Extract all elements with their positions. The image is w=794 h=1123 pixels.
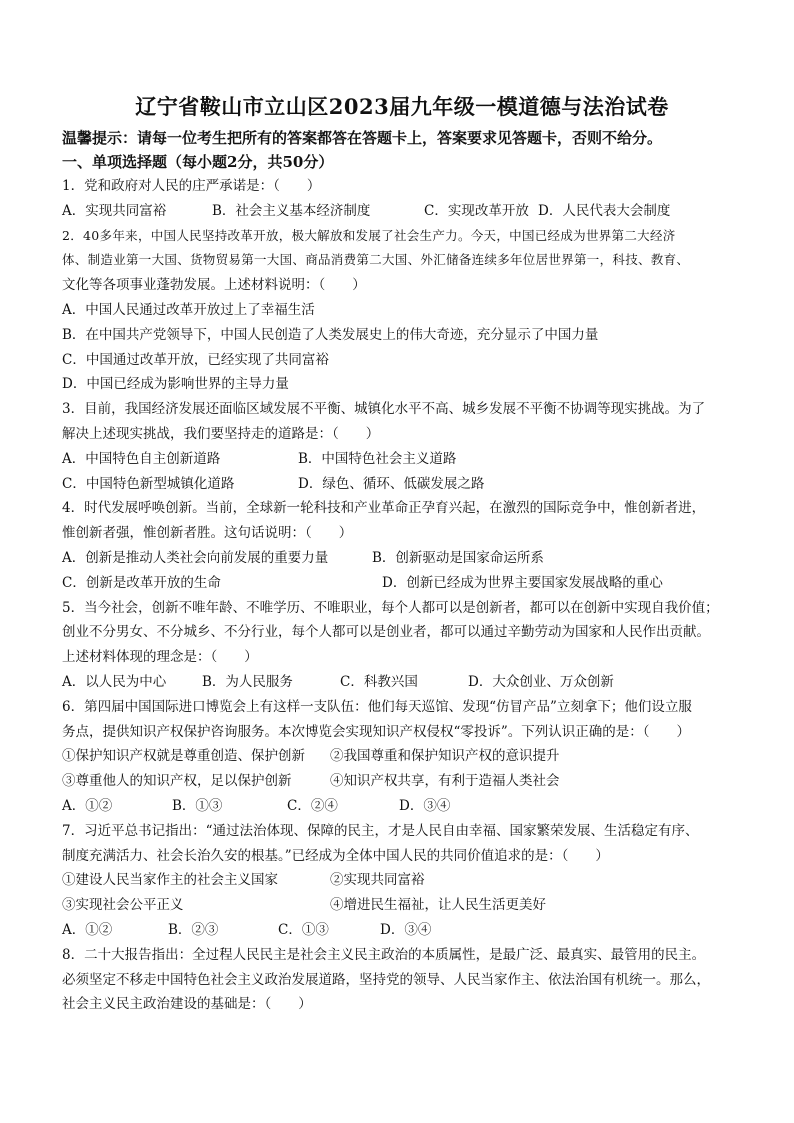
q6-option-a: A．①②	[62, 797, 113, 814]
q5-option-a: A．以人民为中心	[62, 673, 167, 690]
q3-option-b: B．中国特色社会主义道路	[298, 450, 457, 467]
question-3-options-row2	[62, 472, 742, 497]
question-7-stem-line2: 制度充满活力、社会长治久安的根基。”已经成为全体中国人民的共同价值追求的是：（ ）	[62, 847, 609, 864]
q4-option-a: A．创新是推动人类社会向前发展的重要力量	[62, 549, 329, 566]
question-7-statements-row1	[62, 868, 742, 893]
q6-option-b: B．①③	[172, 797, 223, 814]
q2-option-c: C．中国通过改革开放，已经实现了共同富裕	[62, 351, 329, 368]
question-8-stem-line1: 8．二十大报告指出：全过程人民民主是社会主义民主政治的本质属性，是最广泛、最真实、最管用的民主。	[62, 946, 706, 963]
question-4-options-row2	[62, 571, 742, 596]
q6-statement-3: ③尊重他人的知识产权，足以保护创新	[62, 773, 292, 790]
question-3-options-row1	[62, 447, 742, 472]
q7-option-b: B．②③	[168, 921, 219, 938]
question-5-options	[62, 670, 742, 695]
q6-statement-2: ②我国尊重和保护知识产权的意识提升	[330, 748, 560, 765]
q6-statement-4: ④知识产权共享，有利于造福人类社会	[330, 773, 560, 790]
q7-statement-3: ③实现社会公平正义	[62, 897, 184, 914]
q1-option-a: A．实现共同富裕	[62, 202, 167, 219]
question-8-stem-line3: 社会主义民主政治建设的基础是：（ ）	[62, 996, 312, 1013]
q2-option-b: B．在中国共产党领导下，中国人民创造了人类发展史上的伟大奇迹，充分显示了中国力量	[62, 326, 599, 343]
q5-option-b: B．为人民服务	[202, 673, 293, 690]
q1-option-d: D．人民代表大会制度	[538, 202, 671, 219]
question-2-stem-line2: 体、制造业第一大国、货物贸易第一大国、商品消费第二大国、外汇储备连续多年位居世界第一，科技、教育、	[62, 252, 690, 268]
q7-option-c: C．①③	[278, 921, 329, 938]
question-6-stem-line2: 务点，提供知识产权保护咨询服务。本次博览会实现知识产权侵权“零投诉”。下列认识正确的是：（ ）	[62, 723, 691, 740]
question-1-stem: 1．党和政府对人民的庄严承诺是：（ ）	[62, 178, 321, 194]
q7-option-a: A．①②	[62, 921, 113, 938]
question-8-stem-line2: 必须坚定不移走中国特色社会主义政治发展道路，坚持党的领导、人民当家作主、依法治国有机统一。那么，	[62, 971, 710, 988]
q6-option-d: D．③④	[399, 797, 451, 814]
q3-option-d: D．绿色、循环、低碳发展之路	[298, 475, 485, 492]
section-heading: 一、单项选择题（每小题2分，共50分）	[62, 153, 334, 171]
question-4-stem-line1: 4．时代发展呼唤创新。当前，全球新一轮科技和产业革命正孕育兴起，在激烈的国际竞争中，惟创新者进，	[62, 500, 706, 517]
q7-statement-2: ②实现共同富裕	[330, 872, 425, 889]
exam-title: 辽宁省鞍山市立山区2023届九年级一模道德与法治试卷	[135, 94, 669, 119]
question-6-stem-line1: 6．第四届中国国际进口博览会上有这样一支队伍：他们每天巡馆、发现“仿冒产品”立刻拿下；他们设立服	[62, 698, 692, 715]
q7-statement-4: ④增进民生福祉，让人民生活更美好	[330, 897, 546, 914]
q4-option-c: C．创新是改革开放的生命	[62, 574, 221, 591]
q1-option-c: C．实现改革开放	[424, 202, 529, 219]
question-6-statements-row2	[62, 769, 742, 794]
q1-option-b: B．社会主义基本经济制度	[212, 202, 371, 219]
q3-option-c: C．中国特色新型城镇化道路	[62, 475, 235, 492]
q3-option-a: A．中国特色自主创新道路	[62, 450, 221, 467]
q2-option-a: A．中国人民通过改革开放过上了幸福生活	[62, 301, 315, 318]
question-3-stem-line1: 3．目前，我国经济发展还面临区域发展不平衡、城镇化水平不高、城乡发展不平衡不协调等现实挑战。为了	[62, 401, 706, 418]
question-5-stem-line2: 创业不分男女、不分城乡、不分行业，每个人都可以是创业者，都可以通过辛勤劳动为国家和人民作出贡献。	[62, 624, 710, 641]
question-5-stem-line1: 5．当今社会，创新不唯年龄、不唯学历、不唯职业，每个人都可以是创新者，都可以在创新中实现自我价值；	[62, 599, 719, 616]
q2-option-d: D．中国已经成为影响世界的主导力量	[62, 376, 289, 393]
q7-option-d: D．③④	[380, 921, 432, 938]
question-7-stem-line1: 7．习近平总书记指出：“通过法治体现、保障的民主，才是人民自由幸福、国家繁荣发展、生活稳定有序、	[62, 822, 699, 839]
question-3-stem-line2: 解决上述现实挑战，我们要坚持走的道路是：（ ）	[62, 425, 380, 442]
q5-option-d: D．大众创业、万众创新	[468, 673, 614, 690]
question-6-options	[62, 794, 742, 819]
question-7-options	[62, 918, 742, 943]
q6-option-c: C．②④	[287, 797, 338, 814]
question-4-options-row1	[62, 546, 742, 571]
q4-option-d: D．创新已经成为世界主要国家发展战略的重心	[382, 574, 663, 591]
question-4-stem-line2: 惟创新者强，惟创新者胜。这句话说明：（ ）	[62, 525, 353, 542]
notice-text: 温馨提示：请每一位考生把所有的答案都答在答题卡上，答案要求见答题卡，否则不给分。	[62, 129, 663, 147]
question-2-stem-line3: 文化等各项事业蓬勃发展。上述材料说明：（ ）	[62, 277, 366, 294]
q7-statement-1: ①建设人民当家作主的社会主义国家	[62, 872, 278, 889]
question-7-statements-row2	[62, 893, 742, 918]
question-6-statements-row1	[62, 744, 742, 769]
q5-option-c: C．科教兴国	[340, 673, 418, 690]
q4-option-b: B．创新驱动是国家命运所系	[372, 549, 544, 566]
question-2-stem-line1: 2．40多年来，中国人民坚持改革开放，极大解放和发展了社会生产力。今天，中国已经成为世界第二大经济	[62, 227, 676, 243]
question-5-stem-line3: 上述材料体现的理念是：（ ）	[62, 649, 258, 666]
q6-statement-1: ①保护知识产权就是尊重创造、保护创新	[62, 748, 305, 765]
exam-page	[62, 92, 742, 1017]
question-1-options	[62, 199, 742, 224]
